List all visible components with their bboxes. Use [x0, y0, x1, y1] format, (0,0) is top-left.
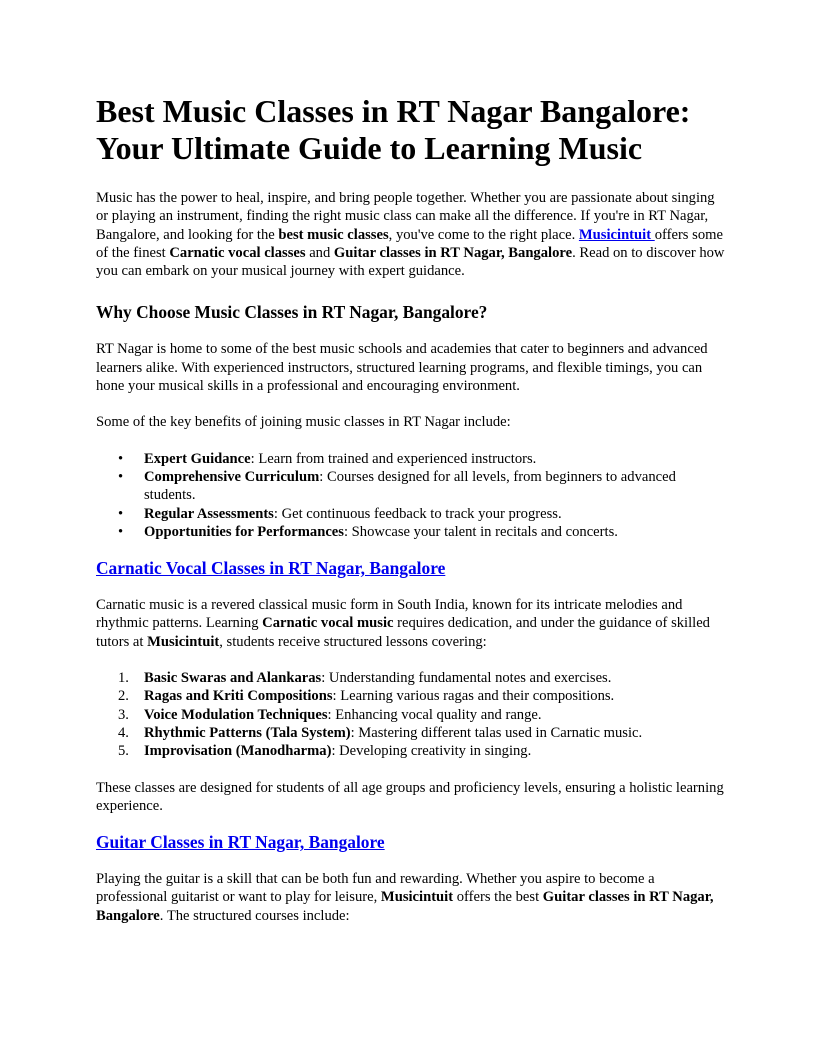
intro-text-1: Music has the power to heal, inspire, and bring people together. Whether you are passionate about singing or playing an instrument, finding the right music class can make all the difference. If you're in RT Nagar, Bangalore, and looking for the: [96, 190, 715, 243]
list-number: 3.: [118, 706, 129, 723]
list-number: 2.: [118, 688, 129, 705]
intro-bold-3: Guitar classes in RT Nagar, Bangalore: [333, 244, 573, 261]
guitar-paragraph: [96, 870, 726, 925]
carnatic-text-2: requires dedication, and under the guidance of skilled tutors at: [96, 615, 710, 650]
item-text: : Enhancing vocal quality and range.: [327, 706, 542, 723]
guitar-heading: [96, 832, 726, 853]
list-item: [96, 724, 726, 742]
intro-bold-2: Carnatic vocal classes: [169, 244, 306, 261]
item-title: Improvisation (Manodharma): [144, 743, 332, 760]
document-content: [96, 93, 726, 925]
item-text: : Mastering different talas used in Carnatic music.: [350, 724, 643, 741]
guitar-bold-2: Guitar classes in RT Nagar, Bangalore: [96, 889, 714, 924]
intro-bold-1: best music classes: [278, 226, 389, 243]
item-title: Voice Modulation Techniques: [144, 706, 328, 723]
list-item: [96, 523, 726, 541]
benefit-title: Opportunities for Performances: [144, 523, 344, 540]
carnatic-paragraph: [96, 596, 726, 651]
item-text: : Understanding fundamental notes and exercises.: [321, 670, 612, 687]
intro-text-3: offers some of the finest: [96, 226, 723, 261]
carnatic-text-1: Carnatic music is a revered classical music form in South India, known for its intricate melodies and rhythmic patterns. Learning: [96, 597, 683, 632]
benefit-title: Expert Guidance: [144, 450, 251, 467]
carnatic-bold-2: Musicintuit: [147, 633, 220, 650]
carnatic-closing: These classes are designed for students of all age groups and proficiency levels, ensuring a holistic learning experience.: [96, 779, 724, 814]
title-line-2: Your Ultimate Guide to Learning Music: [96, 130, 643, 166]
benefit-text: : Courses designed for all levels, from beginners to advanced students.: [144, 468, 676, 504]
carnatic-bold-1: Carnatic vocal music: [262, 615, 394, 632]
benefits-list: [96, 450, 726, 541]
benefit-text: : Learn from trained and experienced instructors.: [250, 450, 537, 467]
list-number: 1.: [118, 670, 129, 687]
item-title: Rhythmic Patterns (Tala System): [144, 724, 351, 741]
intro-text-2: , you've come to the right place.: [388, 226, 579, 243]
list-item: [96, 505, 726, 523]
item-text: : Learning various ragas and their compositions.: [332, 688, 615, 705]
carnatic-heading-link[interactable]: Carnatic Vocal Classes in RT Nagar, Bangalore: [96, 558, 446, 579]
benefit-text: : Get continuous feedback to track your progress.: [273, 505, 562, 522]
musicintuit-link[interactable]: Musicintuit: [578, 226, 655, 243]
carnatic-text-3: , students receive structured lessons covering:: [219, 633, 487, 650]
title-line-1: Best Music Classes in RT Nagar Bangalore:: [96, 93, 691, 129]
list-number: 4.: [118, 724, 129, 741]
benefits-intro: Some of the key benefits of joining music classes in RT Nagar include:: [96, 414, 511, 431]
list-number: 5.: [118, 743, 129, 760]
list-item: [96, 468, 726, 505]
item-title: Ragas and Kriti Compositions: [144, 688, 333, 705]
benefit-title: Regular Assessments: [144, 505, 274, 522]
carnatic-list: [96, 669, 726, 760]
list-item: [96, 687, 726, 705]
guitar-text-3: . The structured courses include:: [159, 907, 350, 924]
benefit-text: : Showcase your talent in recitals and concerts.: [343, 523, 618, 540]
list-item: [96, 706, 726, 724]
intro-text-5: . Read on to discover how you can embark on your musical journey with expert guidance.: [96, 244, 725, 280]
intro-text-4: and: [305, 244, 334, 261]
guitar-heading-link[interactable]: Guitar Classes in RT Nagar, Bangalore: [96, 832, 385, 853]
guitar-bold-1: Musicintuit: [380, 889, 454, 906]
page-title: [96, 93, 726, 167]
carnatic-heading: [96, 558, 726, 579]
list-item: [96, 742, 726, 760]
intro-paragraph: [96, 189, 726, 280]
benefit-title: Comprehensive Curriculum: [144, 468, 320, 485]
why-paragraph: RT Nagar is home to some of the best music schools and academies that cater to beginners and advanced learners alike. With experienced instructors, structured learning programs, and flexible timings, you can hone your musical skills in a professional and encouraging environment.: [96, 341, 708, 395]
item-text: : Developing creativity in singing.: [331, 743, 532, 760]
why-heading: Why Choose Music Classes in RT Nagar, Bangalore?: [96, 302, 488, 323]
guitar-text-1: Playing the guitar is a skill that can be both fun and rewarding. Whether you aspire to become a professional guitarist or want to play for leisure,: [96, 871, 655, 906]
list-item: [96, 669, 726, 687]
guitar-text-2: offers the best: [453, 889, 543, 906]
list-item: [96, 450, 726, 468]
item-title: Basic Swaras and Alankaras: [144, 670, 322, 687]
